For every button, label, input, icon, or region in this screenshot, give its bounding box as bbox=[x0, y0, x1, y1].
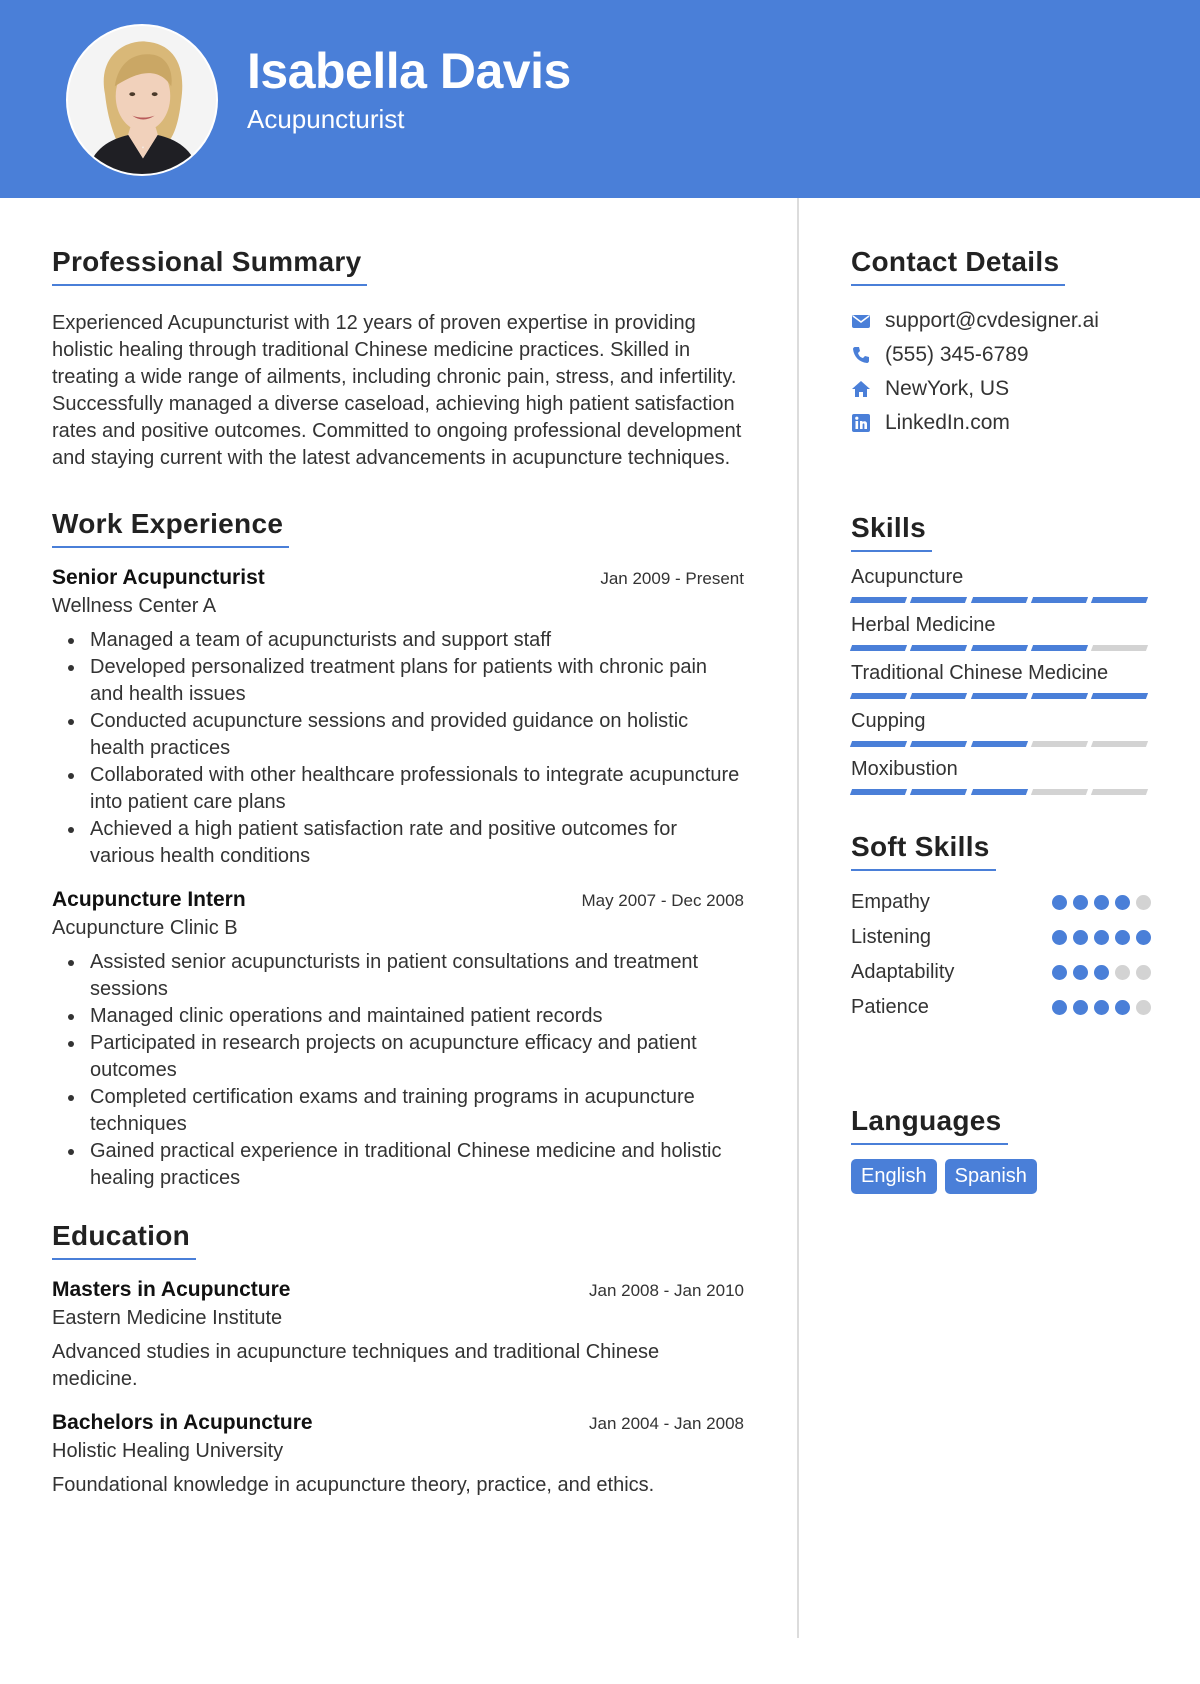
skill-item bbox=[851, 662, 1151, 699]
rating-dot bbox=[1052, 965, 1067, 980]
skill-item bbox=[851, 614, 1151, 651]
rating-dot bbox=[1136, 895, 1151, 910]
education-dates: Jan 2008 - Jan 2010 bbox=[588, 1281, 744, 1300]
rating-dot bbox=[1052, 1000, 1067, 1015]
skill-level-segment bbox=[1091, 789, 1148, 795]
envelope-icon bbox=[851, 311, 871, 331]
side-column bbox=[851, 246, 1151, 1194]
language-tag: English bbox=[851, 1159, 937, 1194]
contact-email[interactable] bbox=[851, 304, 1151, 338]
contact-text: NewYork, US bbox=[885, 377, 1010, 400]
job-dates: May 2007 - Dec 2008 bbox=[581, 891, 744, 910]
skill-level-bar bbox=[851, 741, 1147, 747]
skill-level-segment bbox=[1091, 693, 1148, 699]
rating-dot bbox=[1094, 895, 1109, 910]
summary-section bbox=[52, 246, 744, 472]
skill-level-bar bbox=[851, 645, 1147, 651]
soft-skill-label: Adaptability bbox=[851, 961, 955, 983]
linkedin-icon bbox=[851, 413, 871, 433]
job-title: Senior Acupuncturist bbox=[52, 566, 265, 589]
job-title: Acupuncture Intern bbox=[52, 888, 246, 911]
job-entry bbox=[52, 888, 744, 1192]
job-company: Acupuncture Clinic B bbox=[52, 917, 238, 939]
school-name: Holistic Healing University bbox=[52, 1440, 284, 1462]
rating-dot bbox=[1136, 965, 1151, 980]
skill-label: Traditional Chinese Medicine bbox=[851, 662, 1109, 684]
rating-dot bbox=[1094, 965, 1109, 980]
skill-level-bar bbox=[851, 597, 1147, 603]
skill-label: Cupping bbox=[851, 710, 926, 732]
section-heading: Education bbox=[52, 1220, 196, 1260]
contact-section bbox=[851, 246, 1151, 440]
work-section bbox=[52, 508, 744, 1192]
list-item: Managed a team of acupuncturists and support staff bbox=[52, 627, 744, 654]
list-item: Participated in research projects on acupuncture efficacy and patient outcomes bbox=[52, 1030, 744, 1084]
languages-list bbox=[851, 1159, 1151, 1194]
contact-text: support@cvdesigner.ai bbox=[885, 309, 1099, 332]
contact-text: (555) 345-6789 bbox=[885, 343, 1029, 366]
skill-level-segment bbox=[1091, 741, 1148, 747]
skill-level-segment bbox=[1091, 597, 1148, 603]
skill-level-segment bbox=[910, 693, 967, 699]
education-description: Advanced studies in acupuncture techniques and traditional Chinese medicine. bbox=[52, 1341, 660, 1390]
profile-photo bbox=[68, 26, 216, 174]
section-heading: Contact Details bbox=[851, 246, 1065, 286]
soft-skill-item bbox=[851, 920, 1151, 955]
phone-icon bbox=[851, 345, 871, 365]
column-divider bbox=[797, 198, 799, 1638]
rating-dots bbox=[1052, 965, 1151, 980]
skill-level-segment bbox=[850, 693, 907, 699]
avatar bbox=[66, 24, 218, 176]
skill-label: Acupuncture bbox=[851, 566, 964, 588]
home-icon bbox=[851, 379, 871, 399]
soft-skill-item bbox=[851, 990, 1151, 1025]
skill-label: Moxibustion bbox=[851, 758, 958, 780]
skill-level-segment bbox=[850, 645, 907, 651]
rating-dots bbox=[1052, 930, 1151, 945]
rating-dot bbox=[1094, 1000, 1109, 1015]
languages-section bbox=[851, 1105, 1151, 1194]
soft-skill-item bbox=[851, 955, 1151, 990]
rating-dot bbox=[1115, 1000, 1130, 1015]
skills-list bbox=[851, 566, 1151, 795]
skill-item bbox=[851, 710, 1151, 747]
rating-dot bbox=[1115, 895, 1130, 910]
section-heading: Skills bbox=[851, 512, 932, 552]
job-entry bbox=[52, 566, 744, 870]
rating-dot bbox=[1052, 895, 1067, 910]
contact-location bbox=[851, 372, 1151, 406]
degree-title: Bachelors in Acupuncture bbox=[52, 1411, 313, 1434]
list-item: Gained practical experience in traditional Chinese medicine and holistic healing practices bbox=[52, 1138, 744, 1192]
skill-level-segment bbox=[850, 597, 907, 603]
rating-dot bbox=[1073, 930, 1088, 945]
skill-level-segment bbox=[970, 789, 1027, 795]
job-bullets bbox=[52, 949, 744, 1192]
list-item: Achieved a high patient satisfaction rate and positive outcomes for various health conditions bbox=[52, 816, 744, 870]
rating-dot bbox=[1073, 1000, 1088, 1015]
skill-level-segment bbox=[850, 789, 907, 795]
rating-dot bbox=[1115, 930, 1130, 945]
rating-dot bbox=[1052, 930, 1067, 945]
skill-level-segment bbox=[1031, 597, 1088, 603]
rating-dot bbox=[1073, 965, 1088, 980]
soft-skills-section bbox=[851, 831, 1151, 1025]
degree-title: Masters in Acupuncture bbox=[52, 1278, 291, 1301]
list-item: Managed clinic operations and maintained patient records bbox=[52, 1003, 744, 1030]
rating-dots bbox=[1052, 1000, 1151, 1015]
contact-text: LinkedIn.com bbox=[885, 411, 1010, 434]
skill-item bbox=[851, 566, 1151, 603]
education-dates: Jan 2004 - Jan 2008 bbox=[588, 1414, 744, 1433]
skill-level-segment bbox=[1031, 789, 1088, 795]
skill-level-bar bbox=[851, 789, 1147, 795]
rating-dot bbox=[1094, 930, 1109, 945]
contact-linkedin[interactable] bbox=[851, 406, 1151, 440]
skill-item bbox=[851, 758, 1151, 795]
language-tag: Spanish bbox=[945, 1159, 1037, 1194]
section-heading: Work Experience bbox=[52, 508, 289, 548]
skill-level-segment bbox=[910, 645, 967, 651]
section-heading: Soft Skills bbox=[851, 831, 996, 871]
rating-dot bbox=[1073, 895, 1088, 910]
skill-level-segment bbox=[1091, 645, 1148, 651]
job-company: Wellness Center A bbox=[52, 595, 217, 617]
skill-level-segment bbox=[1031, 693, 1088, 699]
section-heading: Professional Summary bbox=[52, 246, 367, 286]
rating-dot bbox=[1136, 1000, 1151, 1015]
candidate-name: Isabella Davis bbox=[247, 43, 571, 99]
skill-level-segment bbox=[970, 645, 1027, 651]
skill-level-bar bbox=[851, 693, 1147, 699]
list-item: Completed certification exams and training programs in acupuncture techniques bbox=[52, 1084, 744, 1138]
list-item: Collaborated with other healthcare professionals to integrate acupuncture into patient care plans bbox=[52, 762, 744, 816]
soft-skill-label: Patience bbox=[851, 996, 929, 1018]
rating-dot bbox=[1136, 930, 1151, 945]
rating-dot bbox=[1115, 965, 1130, 980]
skill-label: Herbal Medicine bbox=[851, 614, 996, 636]
soft-skill-label: Empathy bbox=[851, 891, 930, 913]
list-item: Assisted senior acupuncturists in patient consultations and treatment sessions bbox=[52, 949, 744, 1003]
education-entry bbox=[52, 1411, 744, 1499]
list-item: Developed personalized treatment plans for patients with chronic pain and health issues bbox=[52, 654, 744, 708]
school-name: Eastern Medicine Institute bbox=[52, 1307, 283, 1329]
rating-dots bbox=[1052, 895, 1151, 910]
skill-level-segment bbox=[910, 789, 967, 795]
soft-skills-list bbox=[851, 885, 1151, 1025]
education-description: Foundational knowledge in acupuncture theory, practice, and ethics. bbox=[52, 1474, 655, 1496]
section-heading: Languages bbox=[851, 1105, 1008, 1145]
list-item: Conducted acupuncture sessions and provided guidance on holistic health practices bbox=[52, 708, 744, 762]
job-bullets bbox=[52, 627, 744, 870]
education-entry bbox=[52, 1278, 744, 1393]
skill-level-segment bbox=[910, 741, 967, 747]
main-column bbox=[52, 246, 744, 1517]
soft-skill-label: Listening bbox=[851, 926, 932, 948]
skill-level-segment bbox=[850, 741, 907, 747]
skill-level-segment bbox=[970, 597, 1027, 603]
skill-level-segment bbox=[910, 597, 967, 603]
skill-level-segment bbox=[970, 693, 1027, 699]
skill-level-segment bbox=[1031, 645, 1088, 651]
soft-skill-item bbox=[851, 885, 1151, 920]
header-banner bbox=[0, 0, 1200, 198]
summary-text: Experienced Acupuncturist with 12 years of proven expertise in providing holistic healing through traditional Chinese medicine practices. Skilled in treating a wide range of ailments, including chronic pain, stress, and infertility. Successfully managed a diverse caseload, achieving high patient satisfaction rates and positive outcomes. Committed to ongoing professional development and staying current with the latest advancements in acupuncture techniques. bbox=[52, 312, 742, 469]
skills-section bbox=[851, 512, 1151, 795]
candidate-title: Acupuncturist bbox=[247, 104, 405, 134]
job-dates: Jan 2009 - Present bbox=[600, 569, 744, 588]
skill-level-segment bbox=[1031, 741, 1088, 747]
contact-phone[interactable] bbox=[851, 338, 1151, 372]
skill-level-segment bbox=[970, 741, 1027, 747]
education-section bbox=[52, 1220, 744, 1499]
